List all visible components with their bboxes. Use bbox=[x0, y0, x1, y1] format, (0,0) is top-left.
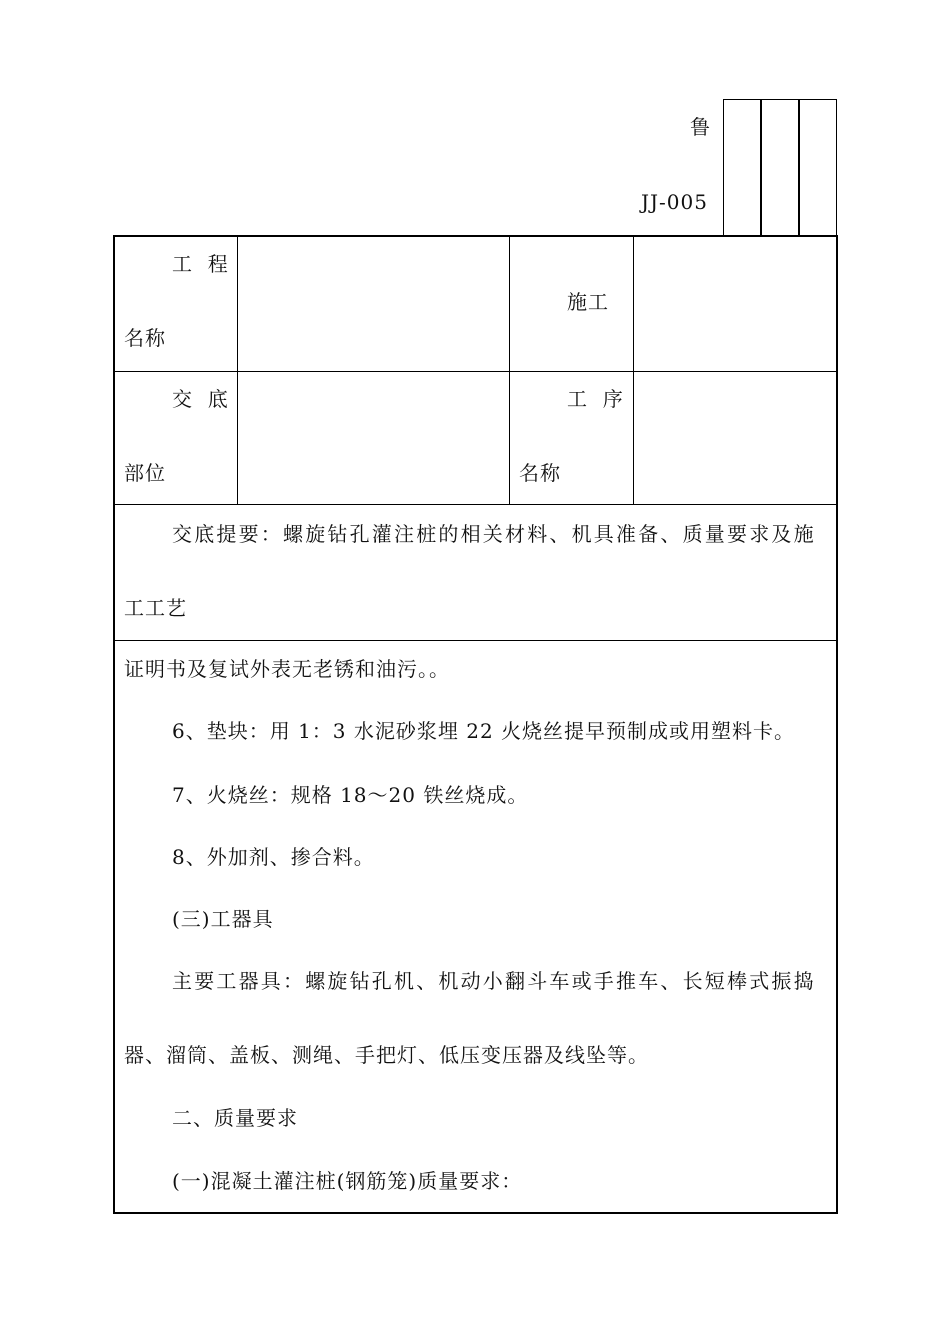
body-line: 证明书及复试外表无老锈和油污。。 bbox=[124, 657, 450, 681]
disclosure-part-value[interactable] bbox=[239, 373, 508, 503]
project-name-label-line2: 名称 bbox=[124, 326, 166, 350]
body-line: 主要工器具：螺旋钻孔机、机动小翻斗车或手推车、长短棒式振捣 bbox=[172, 969, 816, 993]
body-line: 二、质量要求 bbox=[172, 1106, 298, 1130]
body-line: 8、外加剂、掺合料。 bbox=[172, 845, 375, 869]
summary-line-1: 交底提要：螺旋钻孔灌注桩的相关材料、机具准备、质量要求及施 bbox=[172, 522, 816, 546]
disclosure-part-label-line2: 部位 bbox=[124, 461, 166, 485]
summary-line-2: 工工艺 bbox=[124, 596, 187, 620]
project-name-label-line1: 工 程 bbox=[172, 252, 229, 276]
body-line: 7、火烧丝：规格 18～20 铁丝烧成。 bbox=[172, 783, 529, 807]
process-name-label-line2: 名称 bbox=[519, 461, 561, 485]
body-line: 器、溜筒、盖板、测绳、手把灯、低压变压器及线坠等。 bbox=[124, 1043, 649, 1067]
process-name-label-line1: 工 序 bbox=[567, 387, 624, 411]
body-line: (一)混凝土灌注桩(钢筋笼)质量要求： bbox=[172, 1169, 523, 1193]
construction-label: 施工 bbox=[567, 290, 609, 314]
body-line: (三)工器具 bbox=[172, 907, 274, 931]
process-name-value[interactable] bbox=[635, 373, 835, 503]
body-line: 6、垫块：用 1：3 水泥砂浆埋 22 火烧丝提早预制成或用塑料卡。 bbox=[172, 719, 796, 743]
header-form-code: JJ-005 bbox=[641, 190, 708, 214]
header-province-char: 鲁 bbox=[690, 115, 711, 139]
disclosure-part-label-line1: 交 底 bbox=[172, 387, 229, 411]
project-name-value[interactable] bbox=[239, 237, 508, 370]
construction-value[interactable] bbox=[635, 237, 835, 370]
